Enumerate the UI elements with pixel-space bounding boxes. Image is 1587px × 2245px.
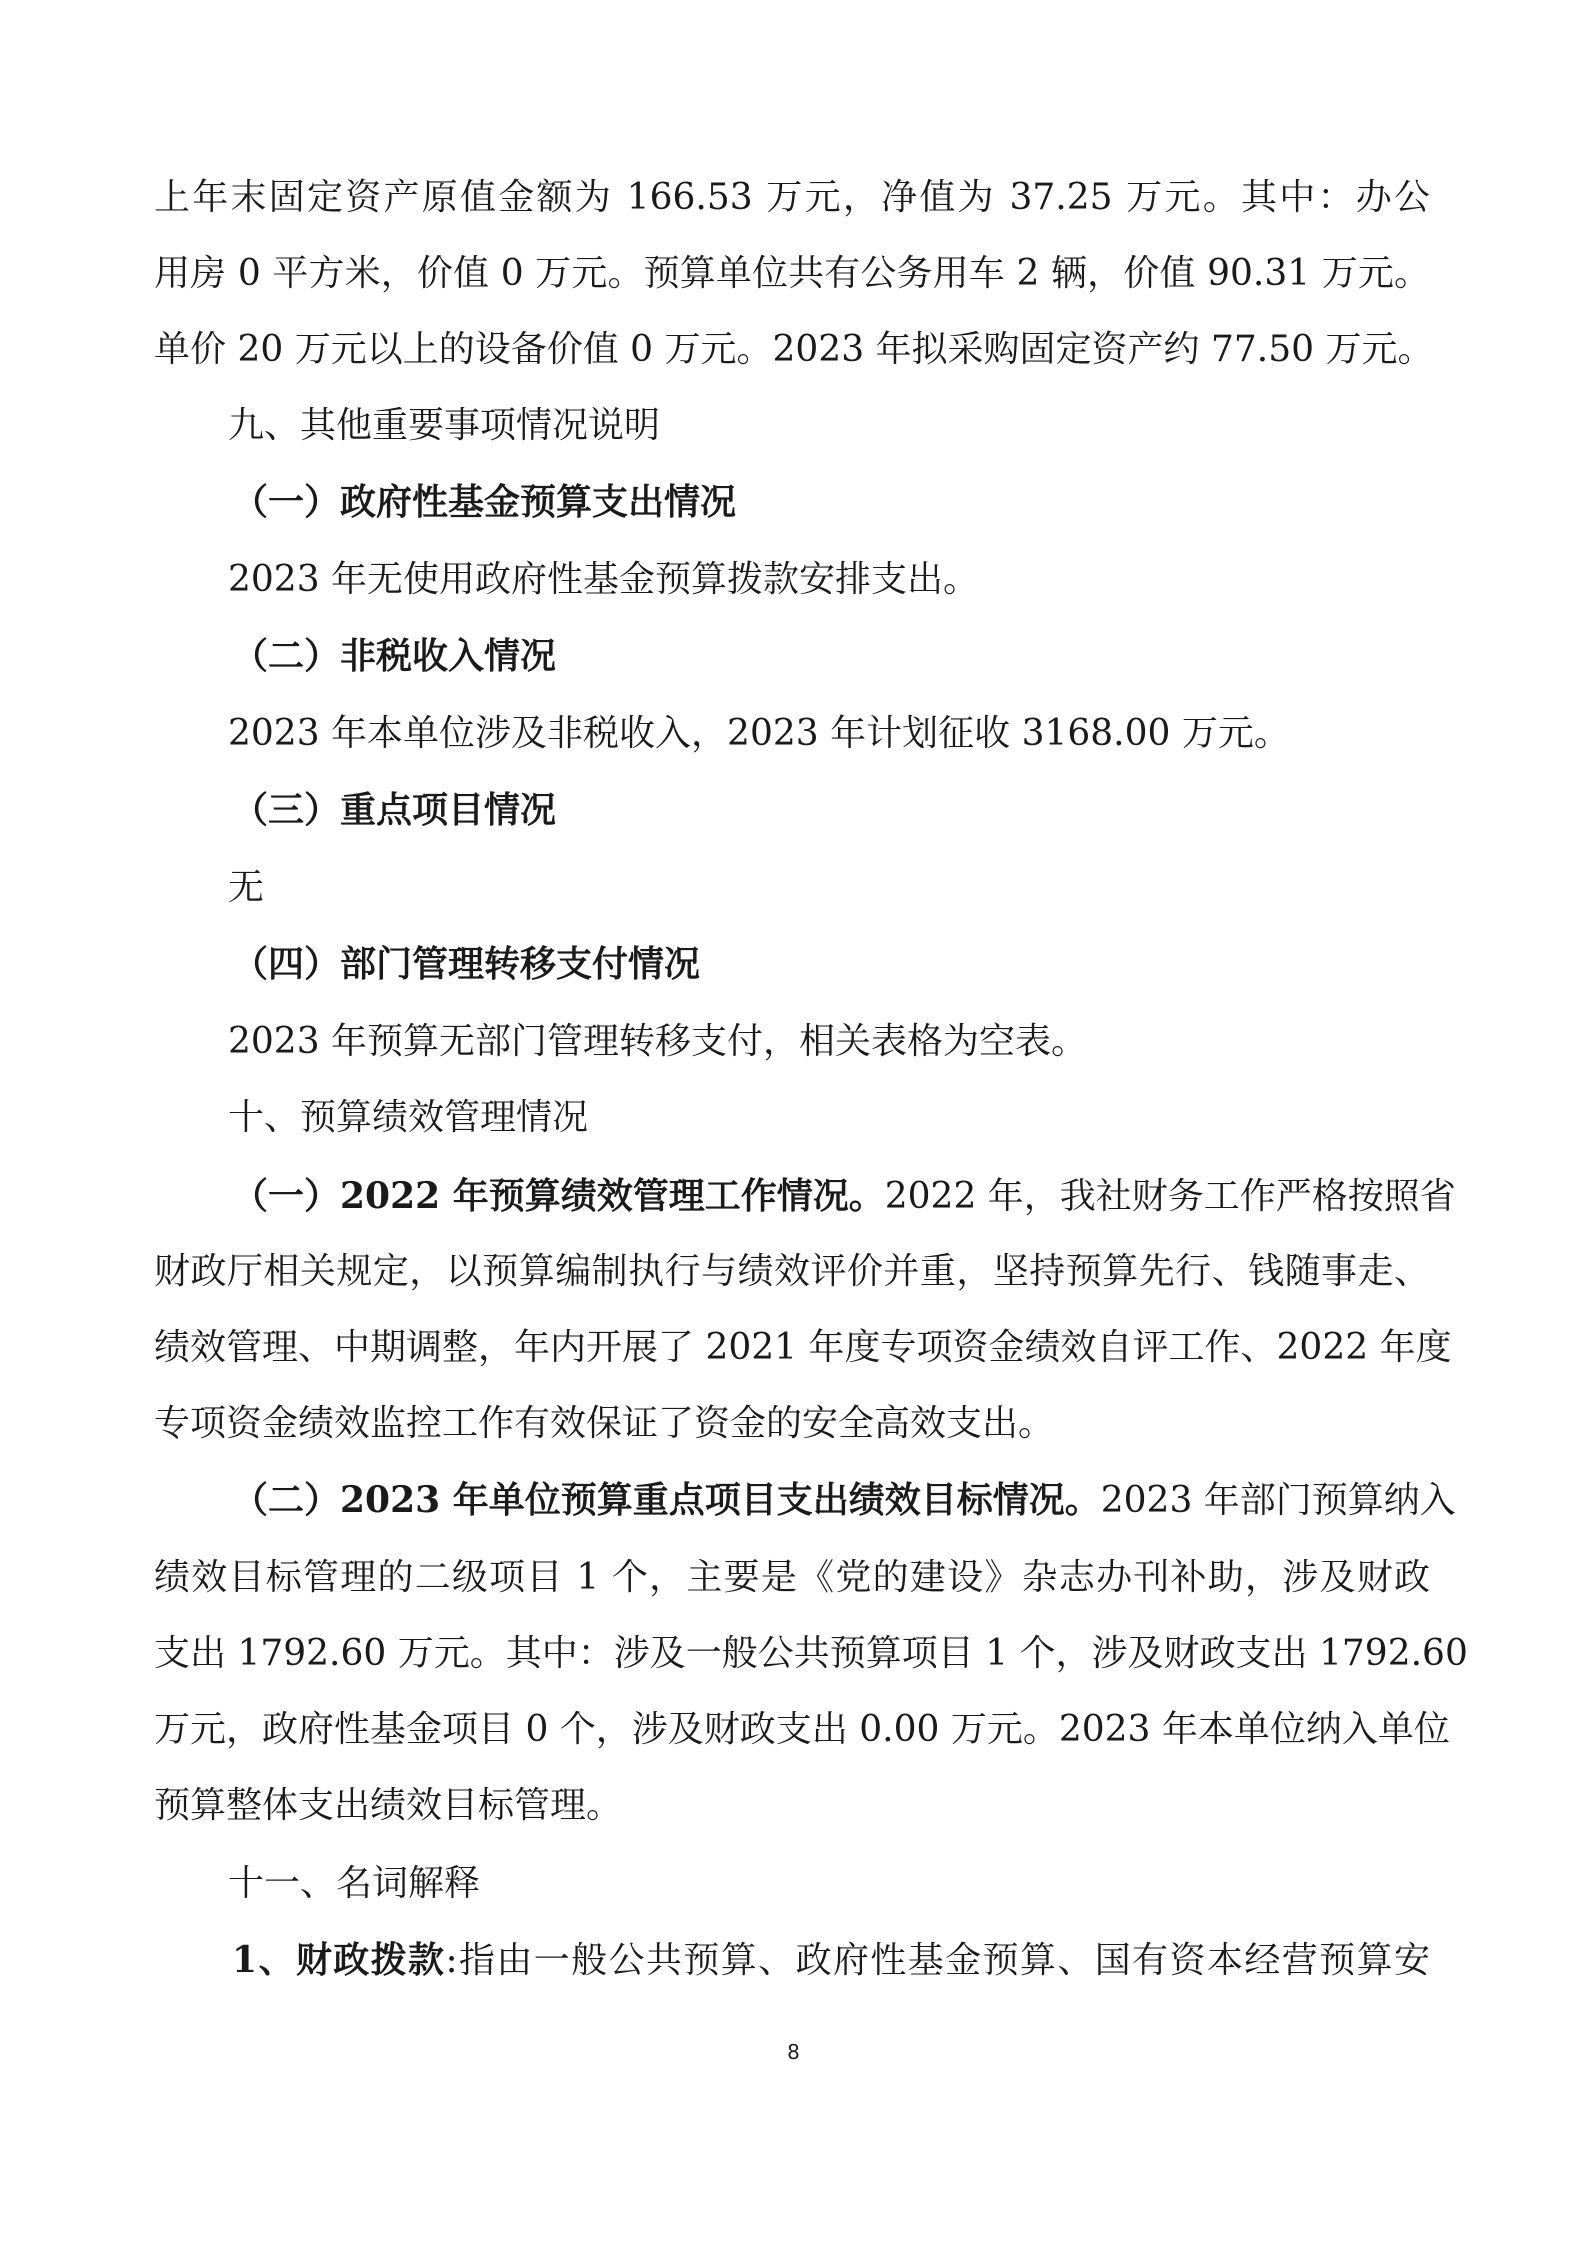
section-11-item-1-term: 1、财政拨款: [232, 1939, 446, 1981]
section-10-p2-line-4: 万元，政府性基金项目 0 个，涉及财政支出 0.00 万元。2023 年本单位纳入单位: [154, 1709, 1450, 1750]
section-10-p1-line-1: [232, 1174, 1456, 1218]
section-10-p1-line-1-rest: 2022 年，我社财务工作严格按照省: [884, 1176, 1456, 1217]
section-10-p1-line-4: 专项资金绩效监控工作有效保证了资金的安全高效支出。: [154, 1403, 1055, 1444]
section-10-p2-line-1: [232, 1478, 1456, 1522]
section-10-heading: 十、预算绩效管理情况: [228, 1097, 589, 1138]
page-number: 8: [787, 2040, 800, 2064]
section-10-p2-line-3: 支出 1792.60 万元。其中：涉及一般公共预算项目 1 个，涉及财政支出 1792.60: [154, 1633, 1468, 1674]
assets-line-1: 上年末固定资产原值金额为 166.53 万元，净值为 37.25 万元。其中：办公: [154, 177, 1430, 218]
section-9-sub1-heading: （一）政府性基金预算支出情况: [232, 481, 737, 523]
section-9-heading: 九、其他重要事项情况说明: [228, 405, 661, 446]
section-11-item-1-definition: :指由一般公共预算、政府性基金预算、国有资本经营预算安: [445, 1940, 1430, 1981]
section-9-sub3-heading: （三）重点项目情况: [232, 789, 557, 831]
section-10-p2-line-1-rest: 2023 年部门预算纳入: [1100, 1480, 1456, 1521]
assets-line-2: 用房 0 平方米，价值 0 万元。预算单位共有公务用车 2 辆，价值 90.31 万元。: [154, 253, 1430, 294]
assets-line-3: 单价 20 万元以上的设备价值 0 万元。2023 年拟采购固定资产约 77.50 万元。: [154, 329, 1434, 370]
section-10-p1-line-3: 绩效管理、中期调整，年内开展了 2021 年度专项资金绩效自评工作、2022 年度: [154, 1327, 1452, 1368]
section-9-sub4-text: 2023 年预算无部门管理转移支付，相关表格为空表。: [228, 1021, 1088, 1062]
section-9-sub2-text: 2023 年本单位涉及非税收入，2023 年计划征收 3168.00 万元。: [228, 713, 1290, 754]
section-10-p1-lead: （一）2022 年预算绩效管理工作情况。: [232, 1175, 885, 1217]
section-9-sub1-text: 2023 年无使用政府性基金预算拨款安排支出。: [228, 559, 980, 600]
section-9-sub4-heading: （四）部门管理转移支付情况: [232, 943, 701, 985]
section-9-sub3-text: 无: [228, 867, 265, 908]
section-11-heading: 十一、名词解释: [228, 1863, 481, 1904]
section-10-p2-line-5: 预算整体支出绩效目标管理。: [154, 1785, 623, 1826]
section-10-p1-line-2: 财政厅相关规定，以预算编制执行与绩效评价并重，坚持预算先行、钱随事走、: [154, 1251, 1430, 1292]
section-10-p2-line-2: 绩效目标管理的二级项目 1 个，主要是《党的建设》杂志办刊补助，涉及财政: [154, 1557, 1430, 1598]
section-11-item-1: [232, 1938, 1430, 1982]
section-10-p2-lead: （二）2023 年单位预算重点项目支出绩效目标情况。: [232, 1479, 1101, 1521]
section-9-sub2-heading: （二）非税收入情况: [232, 635, 557, 677]
